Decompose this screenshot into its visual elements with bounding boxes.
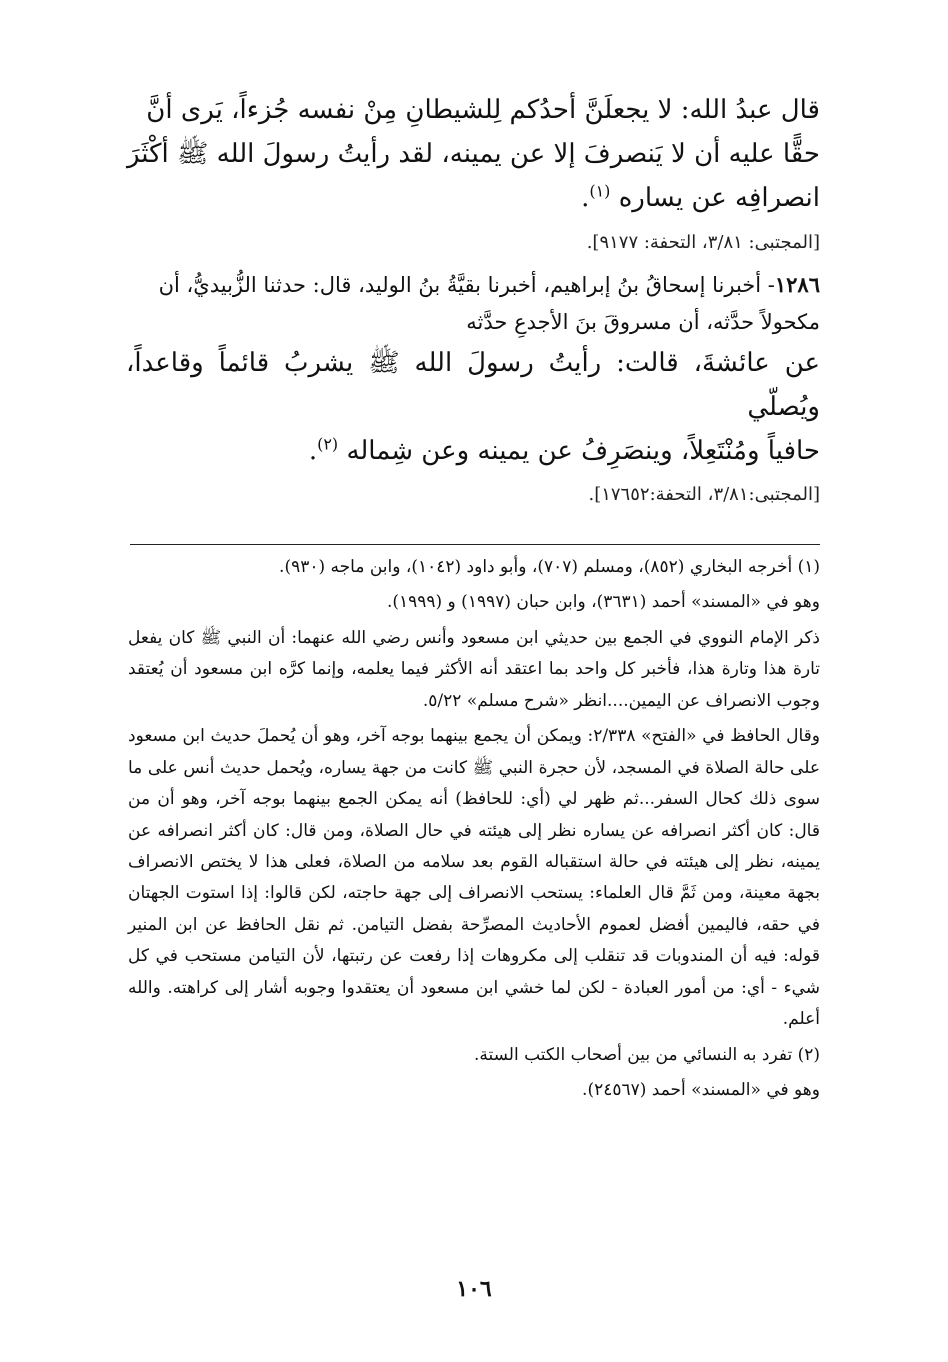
main-text-line-3-body: انصرافِه عن يساره <box>618 183 820 214</box>
footnotes <box>128 552 820 1110</box>
footnote-1-nawawi: ذكر الإمام النووي في الجمع بين حديثي ابن مسعود وأنس رضي الله عنهما: أن النبي ﷺ كان يفعل تارة هذا وتارة هذا، فأخبر كل واحد بما اعتقد أنه الأكثر فيما يعلمه، وإنما كرَّه ابن مسعود أن يُعتقد وجوب الانصراف عن اليمين....انظر «شرح مسلم» ٥/٢٢. <box>128 627 820 711</box>
main-text-line-3-end: . <box>581 183 590 214</box>
main-text-line-3 <box>126 176 820 220</box>
page-number: ١٠٦ <box>456 1276 492 1302</box>
hadith-number: ١٢٨٦ <box>774 272 820 298</box>
main-text <box>126 88 820 520</box>
hadith-matn-line-2-body: حافياً ومُنْتَعِلاً، وينصَرِفُ عن يمينه وعن شِماله <box>346 436 820 467</box>
footnote-2-sources: (٢) تفرد به النسائي من بين أصحاب الكتب الستة. <box>473 1044 820 1065</box>
footnote-marker-2: (٢) <box>317 434 339 454</box>
footnote-1-musnad: وهو في «المسند» أحمد (٣٦٣١)، وابن حبان (١٩٩٧) و (١٩٩٩). <box>386 592 820 613</box>
footnote-1-sources: (١) أخرجه البخاري (٨٥٢)، ومسلم (٧٠٧)، وأبو داود (١٠٤٢)، وابن ماجه (٩٣٠). <box>279 557 820 577</box>
main-text-line-1: قال عبدُ الله: لا يجعلَنَّ أحدُكم لِلشيطانِ مِنْ نفسه جُزءاً، يَرى أنَّ <box>146 95 820 125</box>
hadith-matn-line-1: عن عائشةَ، قالت: رأيتُ رسولَ الله ﷺ يشربُ قائماً وقاعداً، ويُصلّي <box>126 347 820 423</box>
footnote-2-musnad: وهو في «المسند» أحمد (٢٤٥٦٧). <box>582 1080 820 1100</box>
hadith-isnad-line-2: مكحولاً حدَّثه، أن مسروقَ بنَ الأجدعِ حدَّثه <box>466 310 820 335</box>
hadith-isnad-line-1 <box>126 267 820 304</box>
footnote-divider <box>130 544 820 545</box>
footnote-1-hafiz: وقال الحافظ في «الفتح» ٢/٣٣٨: ويمكن أن يجمع بينهما بوجه آخر، وهو أن يُحملَ حديث ابن مسعود على حالة الصلاة في المسجد، لأن حجرة النبي ﷺ كانت من جهة يساره، ويُحمل حديث أنس على ما سوى ذلك كحال السفر...ثم ظهر لي (أي: للحافظ) أنه يمكن الجمع بينهما بوجه آخر، وهو أن من قال: كان أكثر انصرافه عن يساره نظر إلى هيئته في حال الصلاة، ومن قال: كان أكثر انصرافه عن يمينه، نظر إلى هيئته في حالة استقباله القوم بعد سلامه من الصلاة، فعلى هذا لا يختص الانصراف بجهة معينة، ومن ثَمَّ قال العلماء: يستحب الانصراف إلى جهة حاجته، لكن قالوا: إذا استوت الجهتان في حقه، فاليمين أفضل لعموم الأحاديث المصرِّحة بفضل التيامن. ثم نقل الحافظ عن ابن المنير قوله: فيه أن المندوبات قد تنقلب إلى مكروهات إذا رفعت عن رتبتها، لأن التيامن مستحب في كل شيء - أي: من أمور العبادة - لكن لما خشي ابن مسعود أن يعتقدوا وجوبه أشار إلى كراهته. والله أعلم. <box>128 726 820 1030</box>
hadith-matn-line-2-end: . <box>308 436 318 467</box>
reference-1: [المجتبى: ٣/٨١، التحفة: ٩١٧٧]. <box>586 231 820 253</box>
reference-2: [المجتبى:٣/٨١، التحفة:١٧٦٥٢]. <box>588 484 820 506</box>
hadith-matn-line-2 <box>126 429 820 473</box>
footnote-marker-1: (١) <box>589 181 611 201</box>
main-text-line-2: حقًّا عليه أن لا يَنصرفَ إلا عن يمينه، لقد رأيتُ رسولَ الله ﷺ أكْثَرَ <box>126 139 820 170</box>
hadith-isnad-line-1-body: - أخبرنا إسحاقُ بنُ إبراهيم، أخبرنا بقيَّةُ بنُ الوليد، قال: حدثنا الزُّبيديُّ، أن <box>158 273 775 298</box>
